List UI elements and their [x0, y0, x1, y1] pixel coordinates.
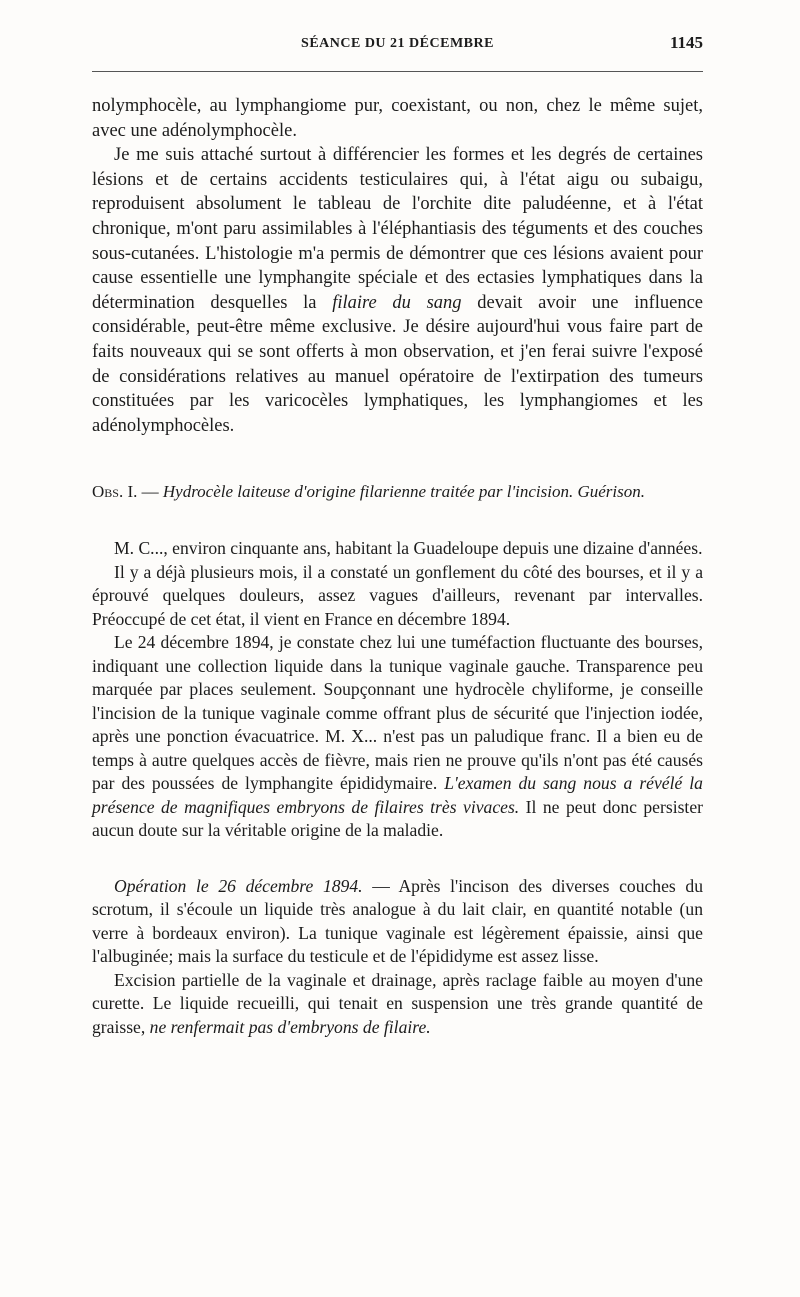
- operation-p2-italic: ne renfermait pas d'embryons de filaire.: [149, 1016, 431, 1037]
- page-number: 1145: [669, 33, 703, 52]
- case-p3-text-b: Il ne peut donc persister aucun doute sur la véritable origine de la maladie.: [92, 796, 703, 841]
- case-paragraph-2: [92, 561, 703, 632]
- observation-title: Hydrocèle laiteuse d'origine filarienne traitée par l'incision. Guérison.: [162, 482, 645, 502]
- intro-p2-text-b: devait avoir une influence considérable, peut-être même exclusive. Je désire aujourd'hui vous faire part de faits nouveaux qui se sont offerts à mon observation, et j'en ferai suivre l'exposé de considérations relatives au manuel opératoire de l'extirpation des tumeurs constituées par les varicocèles lymphatiques, les lymphangiomes et les adénolymphocèles.: [92, 292, 704, 436]
- intro-paragraph-2: [92, 143, 703, 438]
- case-p1-text: M. C..., environ cinquante ans, habitant la Guadeloupe depuis une dizaine d'années.: [114, 538, 703, 559]
- header-title: SÉANCE DU 21 DÉCEMBRE: [301, 36, 494, 51]
- case-p3-text-a: Le 24 décembre 1894, je constate chez lui une tuméfaction fluctuante des bourses, indiquant une collection liquide dans la tunique vaginale gauche. Transparence peu marquée par places seulement. Soupçonnant une hydrocèle chyliforme, je conseille l'incision de la tunique vaginale comme offrant plus de sécurité que l'injection iodée, après une ponction évacuatrice. M. X... n'est pas un paludique franc. Il a bien eu de temps à autre quelques accès de fièvre, mais rien ne prouve qu'ils n'ont pas été causés par des poussées de lymphangite épididymaire.: [92, 632, 703, 794]
- case-paragraph-1: [92, 537, 703, 561]
- operation-paragraph-1: [92, 875, 703, 969]
- operation-p2-text: Excision partielle de la vaginale et drainage, après raclage faible au moyen d'une curette. Le liquide recueilli, qui tenait en suspension une très grande quantité de graisse,: [92, 969, 703, 1037]
- observation-heading: [92, 480, 703, 503]
- intro-paragraph-1: [92, 94, 703, 143]
- intro-p2-text-a: Je me suis attaché surtout à différencier les formes et les degrés de certaines lésions et de certains accidents testiculaires qui, à l'état aigu ou subaigu, reproduisent absolument le tableau de l'orchite dite paludéenne, et à l'état chronique, m'ont paru assimilables à l'éléphantiasis des téguments et des couches sous-cutanées. L'histologie m'a permis de démontrer que ces lésions avaient pour cause essentielle une lymphangite spéciale et des ectasies lymphatiques dans la détermination desquelles la: [92, 145, 703, 313]
- page-body: [92, 94, 703, 1039]
- case-p2-text: Il y a déjà plusieurs mois, il a constaté un gonflement du côté des bourses, et il y a éprouvé quelques douleurs, assez vagues d'ailleurs, revenant par intervalles. Préoccupé de cet état, il vient en France en décembre 1894.: [92, 561, 703, 629]
- operation-p1-text: — Après l'incison des diverses couches du scrotum, il s'écoule un liquide très analogue à du lait clair, en quantité notable (un verre à bordeaux environ). La tunique vaginale est légèrement épaissie, ainsi que l'albuginée; mais la surface du testicule et de l'épididyme est assez lisse.: [92, 875, 703, 967]
- operation-paragraph-2: [92, 969, 703, 1040]
- observation-label: Obs. I. —: [92, 482, 159, 502]
- case-section: [92, 537, 703, 843]
- header-rule: [92, 71, 703, 72]
- running-header: [92, 33, 703, 58]
- case-p3-italic: L'examen du sang nous a révélé la présence de magnifiques embryons de filaires très vivaces.: [92, 773, 703, 817]
- intro-p2-italic: filaire du sang: [332, 292, 462, 313]
- operation-p1-italic: Opération le 26 décembre 1894.: [114, 875, 363, 896]
- intro-p1-text: nolymphocèle, au lymphangiome pur, coexistant, ou non, chez le même sujet, avec une adénolymphocèle.: [92, 96, 703, 141]
- case-paragraph-3: [92, 631, 703, 843]
- operation-section: [92, 875, 703, 1040]
